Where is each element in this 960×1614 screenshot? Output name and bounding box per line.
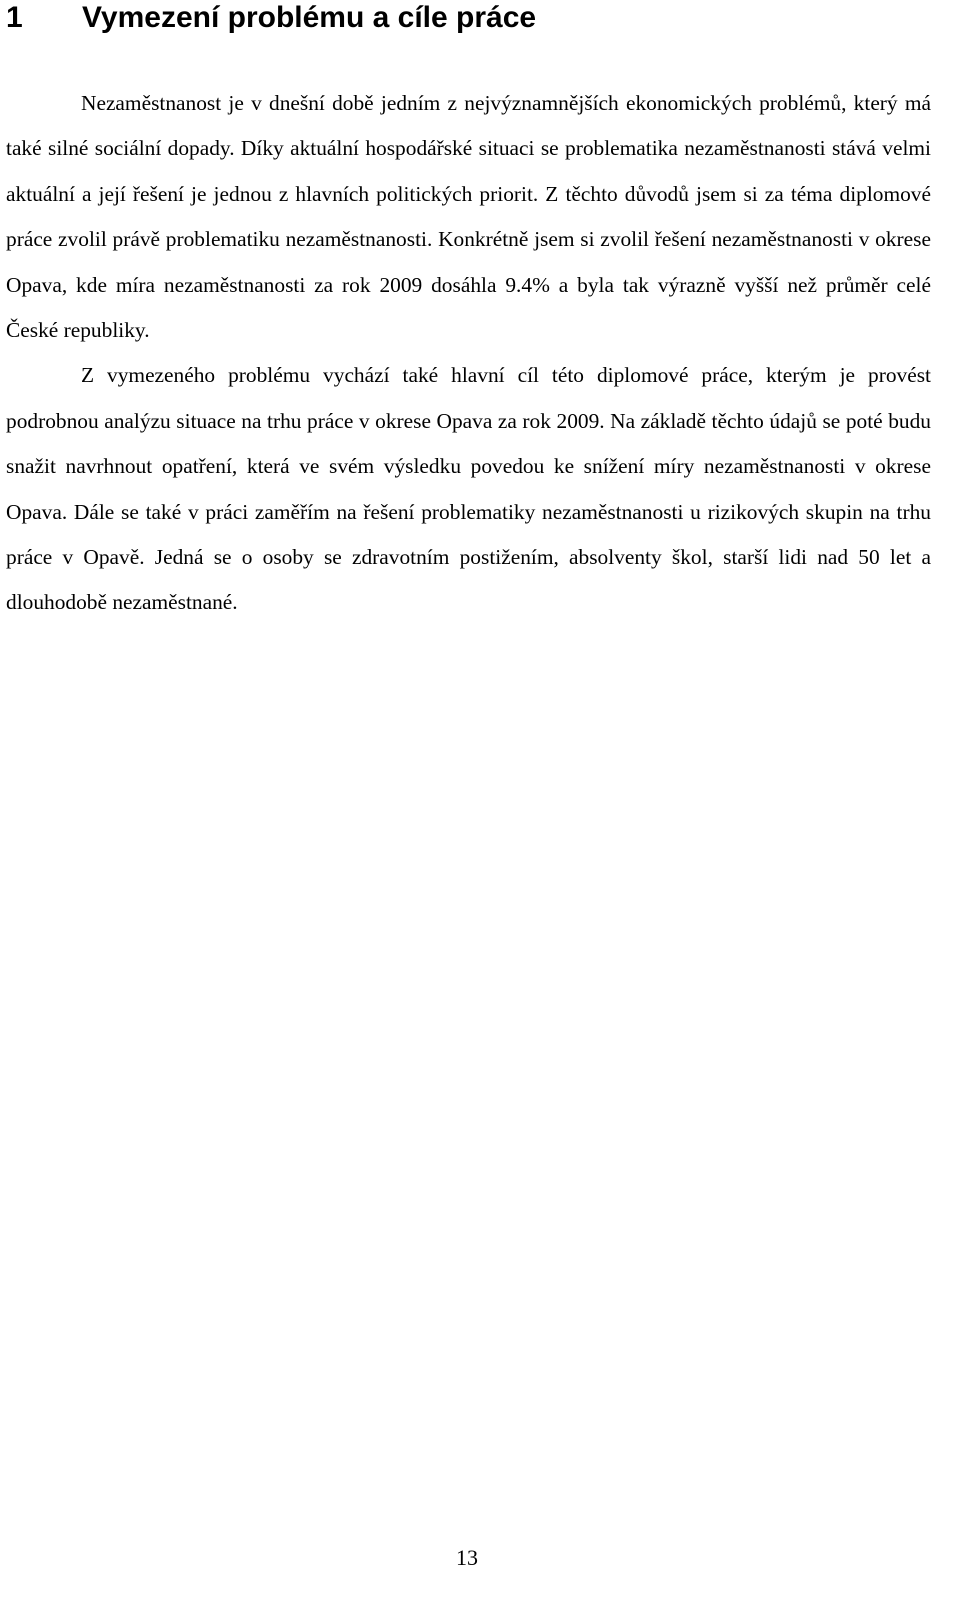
- chapter-body: [6, 81, 931, 626]
- chapter-title: Vymezení problému a cíle práce: [82, 1, 537, 34]
- page-number: 13: [456, 1545, 478, 1570]
- chapter-heading: [6, 0, 536, 36]
- chapter-number: 1: [6, 1, 23, 34]
- paragraph-goal: Z vymezeného problému vychází také hlavní cíl této diplomové práce, kterým je provést podrobnou analýzu situace na trhu práce v okrese Opava za rok 2009. Na základě těchto údajů se poté budu snažit navrhnout opatření, která ve svém výsledku povedou ke snížení míry nezaměstnanosti v okrese Opava. Dále se také v práci zaměřím na řešení problematiky nezaměstnanosti u rizikových skupin na trhu práce v Opavě. Jedná se o osoby se zdravotním postižením, absolventy škol, starší lidi nad 50 let a dlouhodobě nezaměstnané.: [6, 363, 931, 615]
- paragraph-intro: Nezaměstnanost je v dnešní době jedním z nejvýznamnějších ekonomických problémů, který má také silné sociální dopady. Díky aktuální hospodářské situaci se problematika nezaměstnanosti stává velmi aktuální a její řešení je jednou z hlavních politických priorit. Z těchto důvodů jsem si za téma diplomové práce zvolil právě problematiku nezaměstnanosti. Konkrétně jsem si zvolil řešení nezaměstnanosti v okrese Opava, kde míra nezaměstnanosti za rok 2009 dosáhla 9.4% a byla tak výrazně vyšší než průměr celé České republiky.: [6, 91, 931, 343]
